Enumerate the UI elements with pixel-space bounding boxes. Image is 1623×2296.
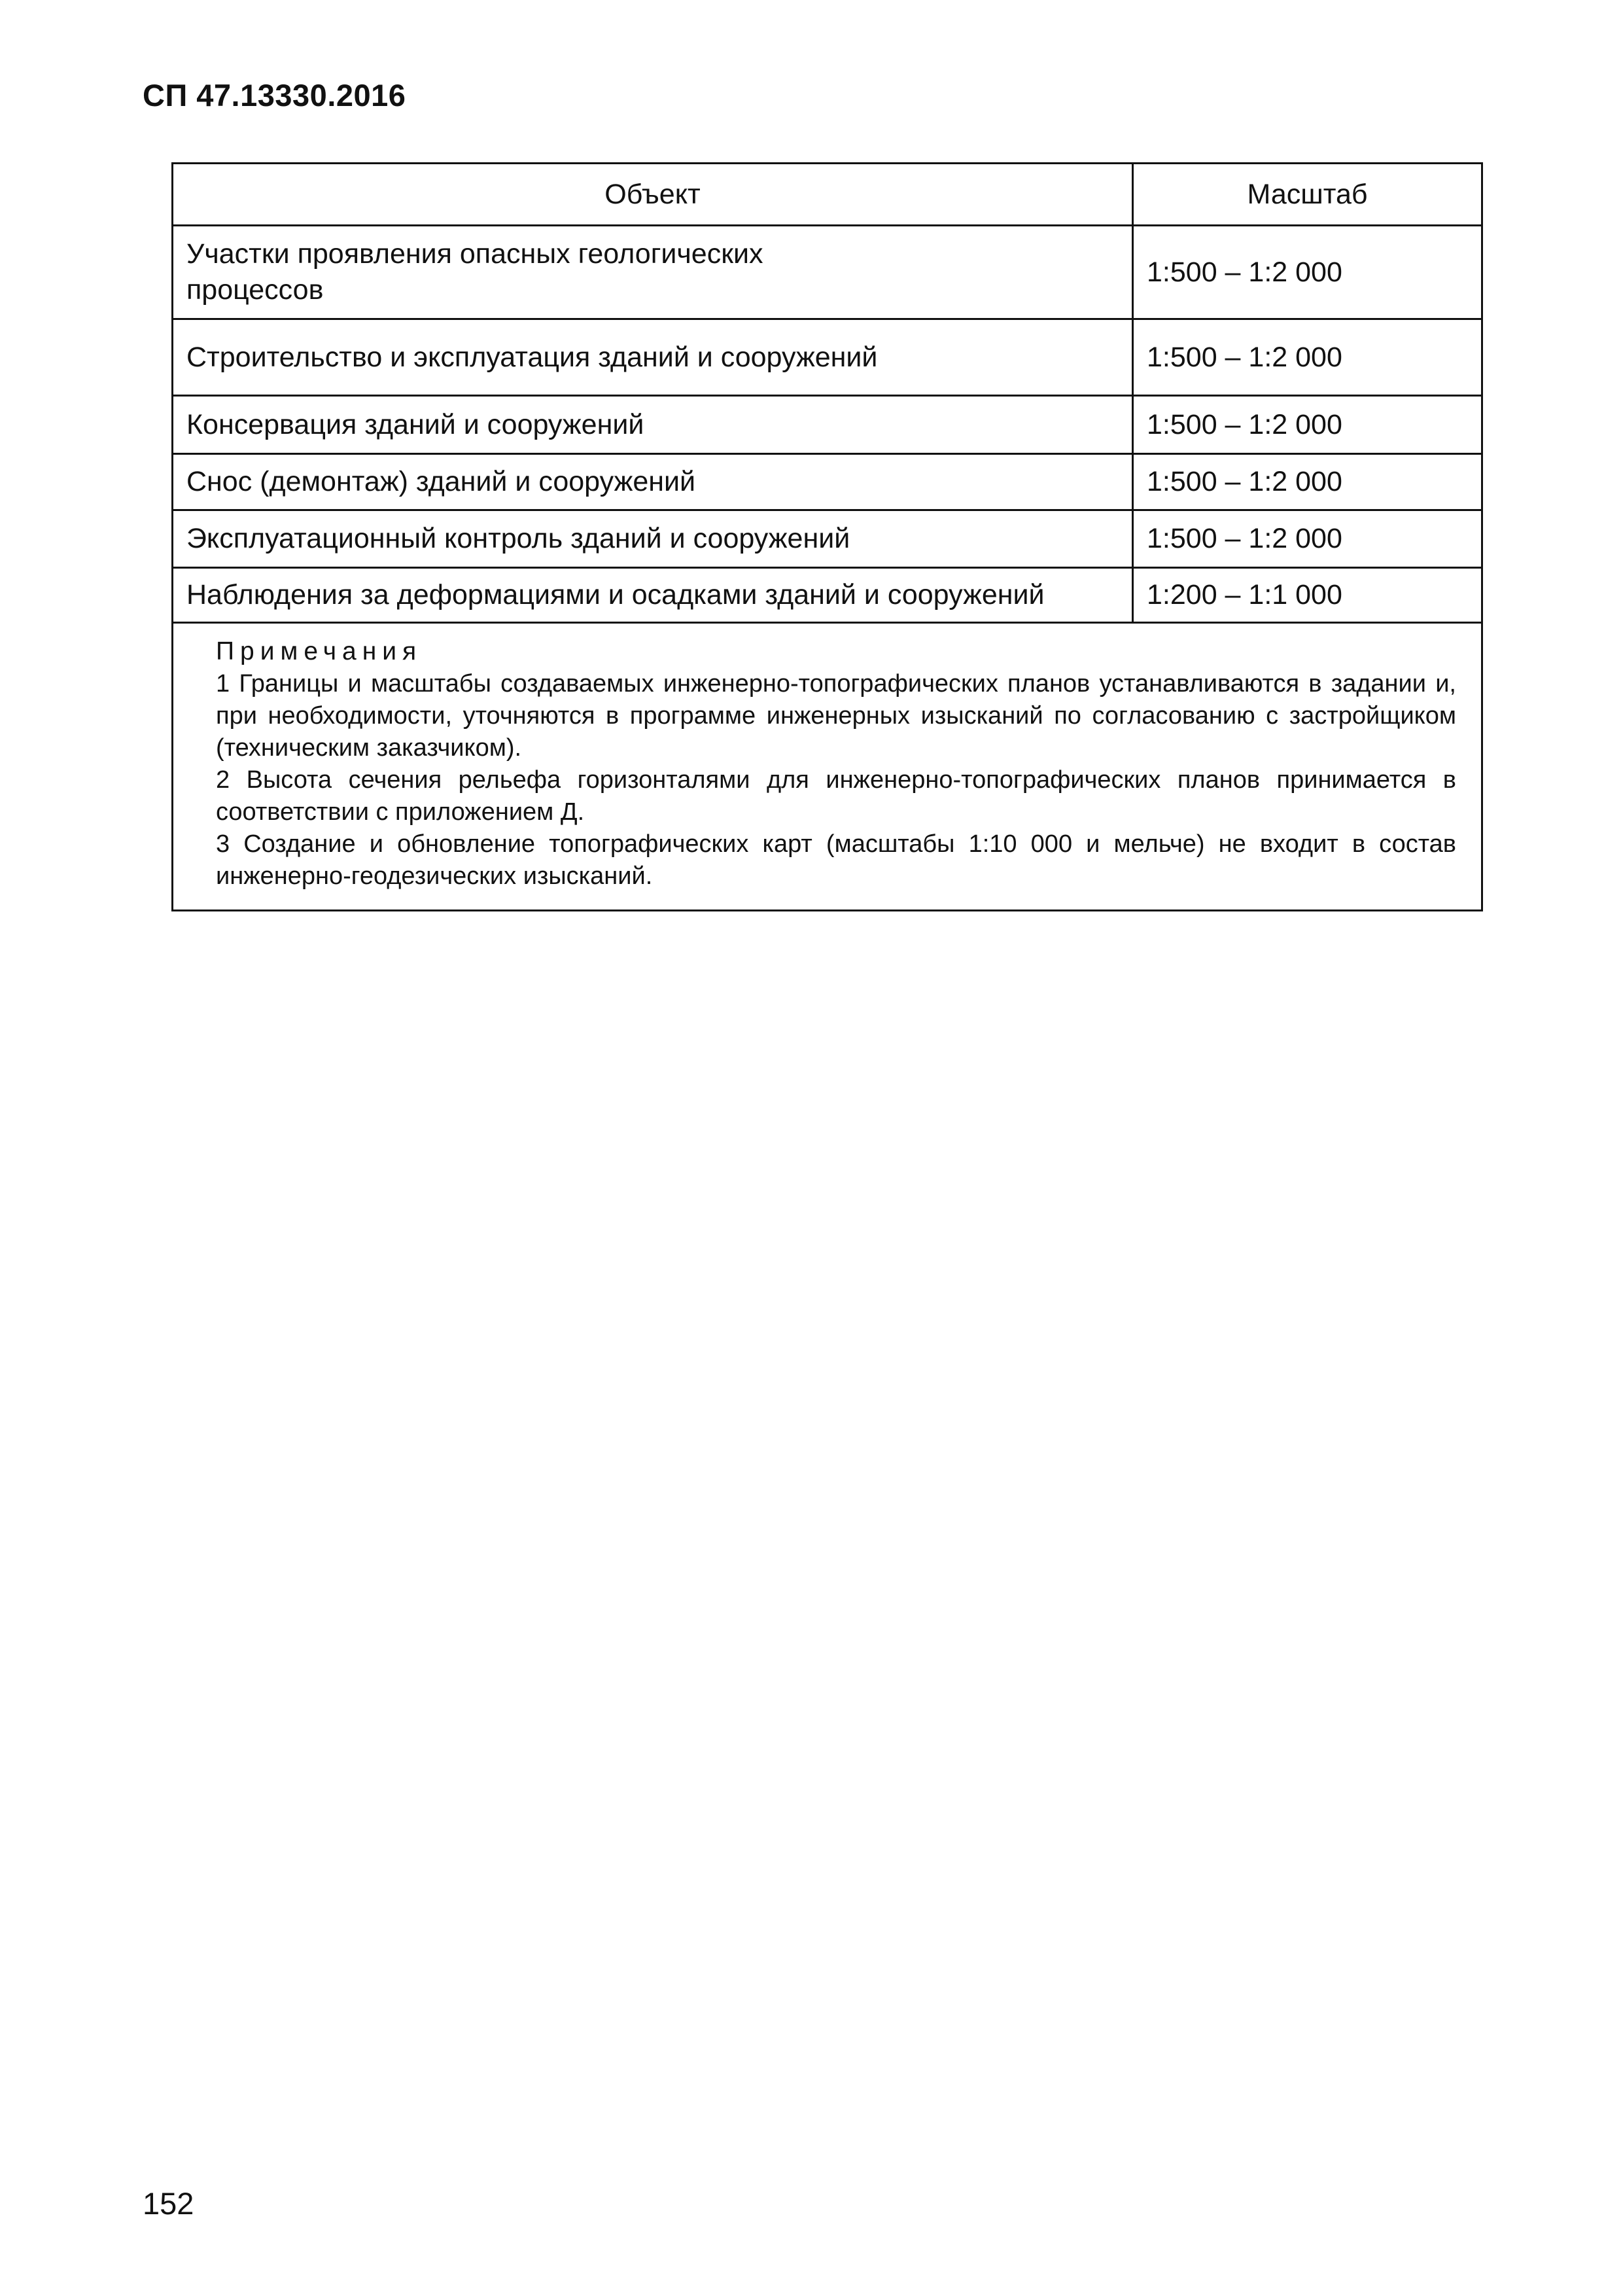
page-number: 152	[143, 2186, 194, 2221]
scale-cell: 1:500 – 1:2 000	[1133, 319, 1482, 396]
notes-cell	[173, 623, 1482, 911]
object-cell: Консервация зданий и сооружений	[173, 396, 1133, 454]
object-cell: Эксплуатационный контроль зданий и сооружений	[173, 510, 1133, 568]
table-row	[173, 319, 1482, 396]
scale-cell: 1:500 – 1:2 000	[1133, 226, 1482, 319]
scale-cell: 1:200 – 1:1 000	[1133, 568, 1482, 623]
table-row	[173, 510, 1482, 568]
table-row	[173, 396, 1482, 454]
column-header-object: Объект	[173, 164, 1133, 226]
scale-cell: 1:500 – 1:2 000	[1133, 396, 1482, 454]
table-row	[173, 226, 1482, 319]
scale-cell: 1:500 – 1:2 000	[1133, 454, 1482, 510]
object-cell: Строительство и эксплуатация зданий и сооружений	[173, 319, 1133, 396]
table-row	[173, 454, 1482, 510]
table-header-row	[173, 164, 1482, 226]
scale-cell: 1:500 – 1:2 000	[1133, 510, 1482, 568]
notes-row	[173, 623, 1482, 911]
table-row	[173, 568, 1482, 623]
note-item: 2 Высота сечения рельефа горизонталями для инженерно-топографических планов принимается в соответствии с приложением Д.	[216, 766, 1456, 826]
object-cell: Снос (демонтаж) зданий и сооружений	[173, 454, 1133, 510]
column-header-scale: Масштаб	[1133, 164, 1482, 226]
note-item: 3 Создание и обновление топографических карт (масштабы 1:10 000 и мельче) не входит в состав инженерно-геодезических изысканий.	[216, 830, 1456, 890]
object-cell: Участки проявления опасных геологических процессов	[173, 226, 1133, 319]
document-code: СП 47.13330.2016	[143, 78, 406, 113]
notes-title: Примечания	[216, 637, 423, 665]
scale-table	[171, 162, 1483, 911]
object-cell: Наблюдения за деформациями и осадками зданий и сооружений	[173, 568, 1133, 623]
note-item: 1 Границы и масштабы создаваемых инженерно-топографических планов устанавливаются в задании и, при необходимости, уточняются в программе инженерных изысканий по согласованию с застройщиком (техническим заказчиком).	[216, 670, 1456, 762]
